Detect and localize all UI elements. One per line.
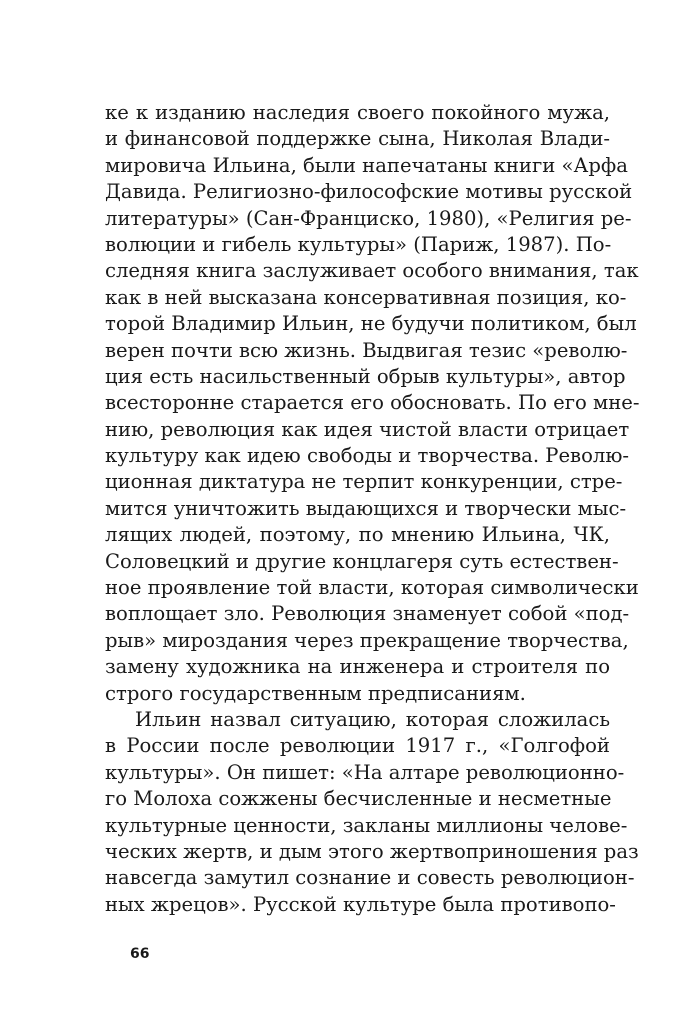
text-line: и финансовой поддержке сына, Николая Влади- (105, 127, 610, 151)
text-line: верен почти всю жизнь. Выдвигая тезис «револю- (105, 338, 628, 362)
text-line: культуры». Он пишет: «На алтаре революционно- (105, 760, 625, 784)
text-line: торой Владимир Ильин, не будучи политиком, был (105, 312, 637, 336)
text-line: Ильин назвал ситуацию, которая сложилась (135, 707, 610, 731)
text-line: навсегда замутил сознание и совесть революцион- (105, 866, 635, 890)
text-line: Давида. Религиозно-философские мотивы русской (105, 180, 633, 204)
text-line: в России после революции 1917 г., «Голгофой (105, 734, 610, 758)
text-line: ческих жертв, и дым этого жертвоприношения раз (105, 839, 639, 863)
text-line: воплощает зло. Революция знаменует собой «под- (105, 602, 630, 626)
text-line: лящих людей, поэтому, по мнению Ильина, ЧК, (105, 523, 610, 547)
text-line: ке к изданию наследия своего покойного мужа, (105, 101, 610, 124)
body-text (105, 100, 640, 918)
text-line: литературы» (Сан-Франциско, 1980), «Религия ре- (105, 206, 632, 230)
text-line: следняя книга заслуживает особого внимания, так (105, 259, 639, 283)
text-line: волюции и гибель культуры» (Париж, 1987). По- (105, 232, 612, 256)
text-line: рыв» мироздания через прекращение творчества, (105, 628, 629, 652)
text-line: го Молоха сожжены бесчисленные и несметные (105, 787, 612, 811)
page-number: 66 (130, 946, 150, 962)
text-line: культуру как идею свободы и творчества. Револю- (105, 444, 630, 468)
text-line: нию, революция как идея чистой власти отрицает (105, 417, 630, 441)
text-line: мится уничтожить выдающихся и творчески мыс- (105, 496, 627, 520)
text-line: мировича Ильина, были напечатаны книги «Арфа (105, 153, 628, 177)
text-line: ное проявление той власти, которая символически (105, 576, 639, 600)
text-line: замену художника на инженера и строителя по (105, 655, 610, 679)
text-line: ция есть насильственный обрыв культуры», автор (105, 364, 626, 388)
text-line: культурные ценности, закланы миллионы челове- (105, 813, 628, 837)
text-line: строго государственным предписаниям. (105, 681, 526, 705)
text-line: Соловецкий и другие концлагеря суть естествен- (105, 549, 619, 573)
text-line: ционная диктатура не терпит конкуренции, стре- (105, 470, 623, 494)
text-line: как в ней высказана консервативная позиция, ко- (105, 285, 627, 309)
text-line: всесторонне старается его обосновать. По его мне- (105, 391, 640, 415)
text-line: ных жрецов». Русской культуре была противопо- (105, 892, 616, 916)
